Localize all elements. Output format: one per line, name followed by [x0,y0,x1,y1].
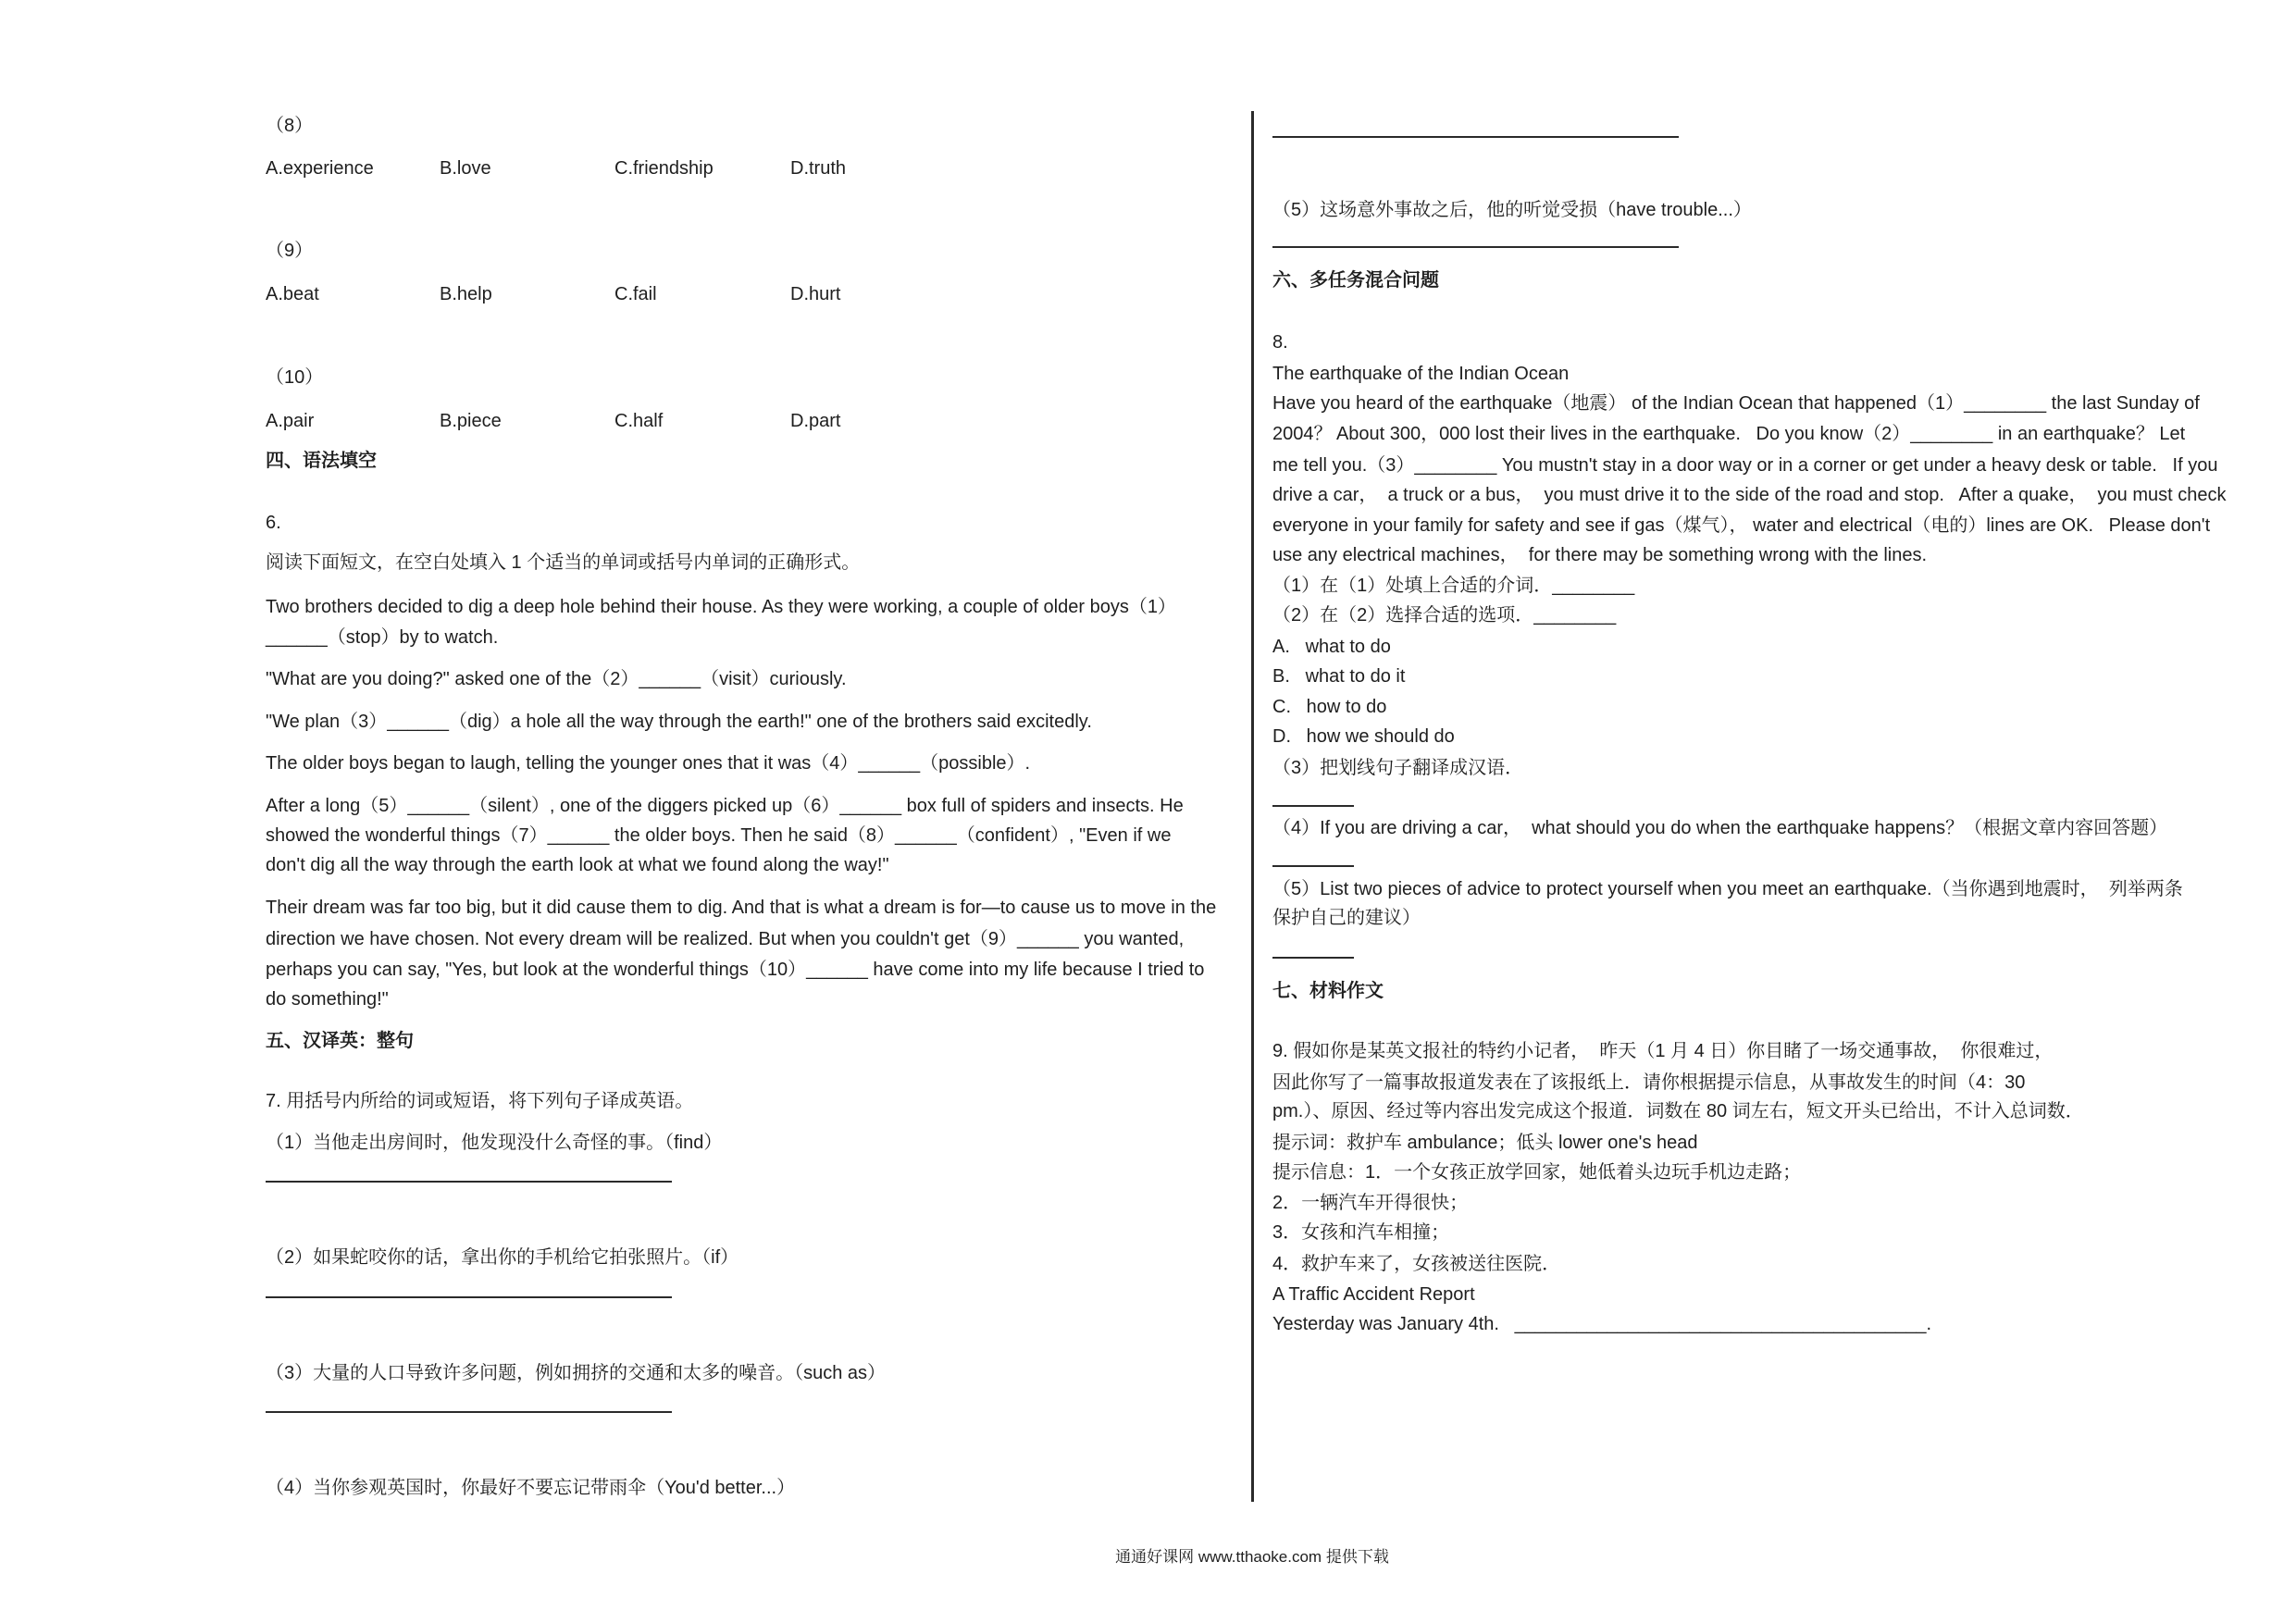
passage-line: After a long（5）______（silent）, one of the diggers picked up（6）______ box full of spiders and insects. He [266,796,1184,816]
section-heading: 五、汉译英：整句 [266,1031,414,1051]
option-c: C. how to do [1272,697,1387,717]
column-divider [1251,111,1254,1502]
option-a: A.beat [266,284,319,304]
answer-line [1272,246,1679,248]
sub-question: （3）把划线句子翻译成汉语． [1272,758,1524,778]
translation-item: （3）大量的人口导致许多问题，例如拥挤的交通和太多的噪音。（such as） [266,1363,887,1383]
answer-line [266,1296,672,1298]
option-c: C.fail [614,284,657,304]
prompt-line: 提示信息：1．一个女孩正放学回家，她低着头边玩手机边走路； [1272,1162,1802,1183]
prompt-line: 2．一辆汽车开得很快； [1272,1193,1469,1213]
option-b: B.help [440,284,492,304]
option-c: C.half [614,411,664,431]
passage-line: ______（stop）by to watch. [266,627,499,648]
answer-line [266,1411,672,1413]
passage-line: direction we have chosen. Not every dream will be realized. But when you couldn't get（9）______ you wanted, [266,929,1185,949]
instruction: 阅读下面短文，在空白处填入 1 个适当的单词或括号内单词的正确形式。 [266,552,861,573]
prompt-line: 9. 假如你是某英文报社的特约小记者， 昨天（1 月 4 日）你目睹了一场交通事故， 你很难过， [1272,1041,2054,1061]
option-d: D.hurt [790,284,841,304]
passage-line: "What are you doing?" asked one of the（2）______（visit）curiously. [266,669,847,689]
instruction: 7. 用括号内所给的词或短语，将下列句子译成英语。 [266,1091,694,1111]
prompt-line: 提示词：救护车 ambulance；低头 lower one's head [1272,1133,1698,1153]
translation-item: （5）这场意外事故之后，他的听觉受损（have trouble...） [1272,200,1752,220]
passage-line: Have you heard of the earthquake（地震） of the Indian Ocean that happened（1）________ the last Sunday of [1272,393,2200,414]
option-a: A. what to do [1272,637,1391,657]
passage-line: drive a car， a truck or a bus， you must drive it to the side of the road and stop. After a quake， you must check [1272,485,2227,505]
item-number: （8） [266,116,314,136]
passage-line: do something!" [266,989,389,1010]
option-c: C.friendship [614,158,714,179]
passage-line: use any electrical machines， for there may be something wrong with the lines. [1272,545,1928,565]
passage-line: don't dig all the way through the earth look at what we found along the way!" [266,855,889,875]
sub-question: （5）List two pieces of advice to protect yourself when you meet an earthquake.（当你遇到地震时， 列举两条 [1272,879,2183,899]
question-number: 6. [266,513,281,533]
sub-question: 保护自己的建议） [1272,908,1421,928]
essay-title: A Traffic Accident Report [1272,1284,1475,1305]
option-d: D.part [790,411,841,431]
prompt-line: 4．救护车来了，女孩被送往医院． [1272,1254,1561,1274]
section-heading: 七、材料作文 [1272,981,1384,1001]
answer-line [1272,805,1354,807]
option-a: A.pair [266,411,315,431]
sub-question: （4）If you are driving a car， what should you do when the earthquake happens？（根据文章内容回答题） [1272,818,2168,838]
passage-line: Their dream was far too big, but it did cause them to dig. And that is what a dream is for—to cause us to move in the [266,898,1217,918]
translation-item: （4）当你参观英国时，你最好不要忘记带雨伞（You'd better...） [266,1478,796,1498]
sub-question: （2）在（2）选择合适的选项．________ [1272,605,1617,626]
section-heading: 四、语法填空 [266,451,377,471]
section-heading: 六、多任务混合问题 [1272,270,1439,291]
question-number: 8. [1272,332,1288,353]
passage-line: "We plan（3）______（dig）a hole all the way through the earth!" one of the brothers said excitedly. [266,712,1092,732]
prompt-line: 因此你写了一篇事故报道发表在了该报纸上．请你根据提示信息，从事故发生的时间（4：30 [1272,1072,2026,1093]
answer-line [1272,865,1354,867]
translation-item: （1）当他走出房间时，他发现没什么奇怪的事。（find） [266,1133,723,1153]
passage-line: perhaps you can say, "Yes, but look at the wonderful things（10）______ have come into my life because I tried to [266,960,1205,980]
option-b: B.piece [440,411,502,431]
answer-line [1272,957,1354,959]
option-b: B.love [440,158,491,179]
passage-line: Two brothers decided to dig a deep hole behind their house. As they were working, a couple of older boys（1） [266,597,1176,617]
passage-title: The earthquake of the Indian Ocean [1272,364,1570,384]
prompt-line: pm.）、原因、经过等内容出发完成这个报道．词数在 80 词左右，短文开头已给出，不计入总词数． [1272,1101,2084,1121]
answer-line [266,1181,672,1183]
essay-start: Yesterday was January 4th. ________________________________________. [1272,1314,1932,1334]
answer-line [1272,136,1679,138]
passage-line: The older boys began to laugh, telling the younger ones that it was（4）______（possible）. [266,753,1031,774]
passage-line: showed the wonderful things（7）______ the older boys. Then he said（8）______（confident）, "Even if we [266,825,1172,846]
item-number: （10） [266,367,324,388]
passage-line: 2004？ About 300，000 lost their lives in the earthquake. Do you know（2）________ in an earthquake？ Let [1272,424,2186,444]
option-b: B. what to do it [1272,666,1406,687]
option-a: A.experience [266,158,374,179]
passage-line: everyone in your family for safety and see if gas（煤气）， water and electrical（电的）lines are OK. Please don't [1272,515,2211,536]
item-number: （9） [266,241,314,261]
prompt-line: 3．女孩和汽车相撞； [1272,1222,1450,1243]
sub-question: （1）在（1）处填上合适的介词．________ [1272,576,1635,596]
option-d: D. how we should do [1272,726,1455,747]
option-d: D.truth [790,158,847,179]
translation-item: （2）如果蛇咬你的话，拿出你的手机给它拍张照片。（if） [266,1247,739,1268]
footer-text: 通通好课网 www.tthaoke.com 提供下载 [1115,1548,1389,1566]
passage-line: me tell you.（3）________ You mustn't stay in a door way or in a corner or get under a heavy desk or table. If you [1272,455,2218,476]
